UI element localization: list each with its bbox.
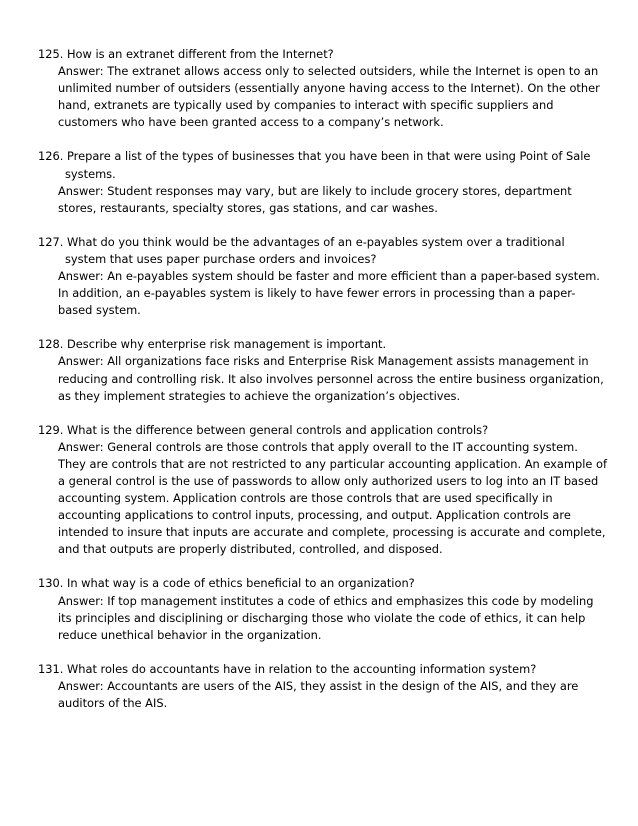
answer-text: Answer: An e-payables system should be faster and more efficient than a paper-based system. In addition, an e-payables system is likely to have fewer errors in processing than a paper-based system. <box>58 269 600 318</box>
question-text: 130. In what way is a code of ethics beneficial to an organization? <box>38 576 415 591</box>
qa-item-130 <box>38 575 608 643</box>
qa-item-128 <box>38 336 608 404</box>
answer-text: Answer: Student responses may vary, but are likely to include grocery stores, department stores, restaurants, specialty stores, gas stations, and car washes. <box>58 183 572 215</box>
answer-text: Answer: General controls are those controls that apply overall to the IT accounting system. They are controls that are not restricted to any particular accounting application. An example of a general control is the use of passwords to allow only authorized users to log into an IT based accounting system. Application controls are those controls that are used specifically in accounting applications to control inputs, processing, and output. Application controls are intended to insure that inputs are accurate and complete, processing is accurate and complete, and that outputs are properly distributed, controlled, and disposed. <box>58 439 607 557</box>
document-page <box>38 46 608 729</box>
answer-text: Answer: The extranet allows access only to selected outsiders, while the Internet is open to an unlimited number of outsiders (essentially anyone having access to the Internet). On the other hand, extranets are typically used by companies to interact with specific suppliers and customers who have been granted access to a company’s network. <box>58 64 600 130</box>
qa-item-131 <box>38 661 608 712</box>
answer-text: Answer: All organizations face risks and Enterprise Risk Management assists management in reducing and controlling risk. It also involves personnel across the entire business organization, as they implement strategies to achieve the organization’s objectives. <box>58 354 604 403</box>
question-text: 126. Prepare a list of the types of businesses that you have been in that were using Point of Sale systems. <box>38 149 591 181</box>
question-text: 127. What do you think would be the advantages of an e-payables system over a traditional system that uses paper purchase orders and invoices? <box>38 234 565 266</box>
question-text: 125. How is an extranet different from the Internet? <box>38 47 334 61</box>
answer-text: Answer: Accountants are users of the AIS, they assist in the design of the AIS, and they are auditors of the AIS. <box>58 678 579 710</box>
qa-item-125 <box>38 46 608 131</box>
qa-item-126 <box>38 148 608 216</box>
question-text: 131. What roles do accountants have in relation to the accounting information system? <box>38 661 537 676</box>
question-text: 129. What is the difference between general controls and application controls? <box>38 422 489 437</box>
qa-item-129 <box>38 422 608 559</box>
question-text: 128. Describe why enterprise risk management is important. <box>38 337 387 352</box>
qa-item-127 <box>38 234 608 319</box>
answer-text: Answer: If top management institutes a code of ethics and emphasizes this code by modeling its principles and disciplining or discharging those who violate the code of ethics, it can help reduce unethical behavior in the organization. <box>58 593 594 642</box>
